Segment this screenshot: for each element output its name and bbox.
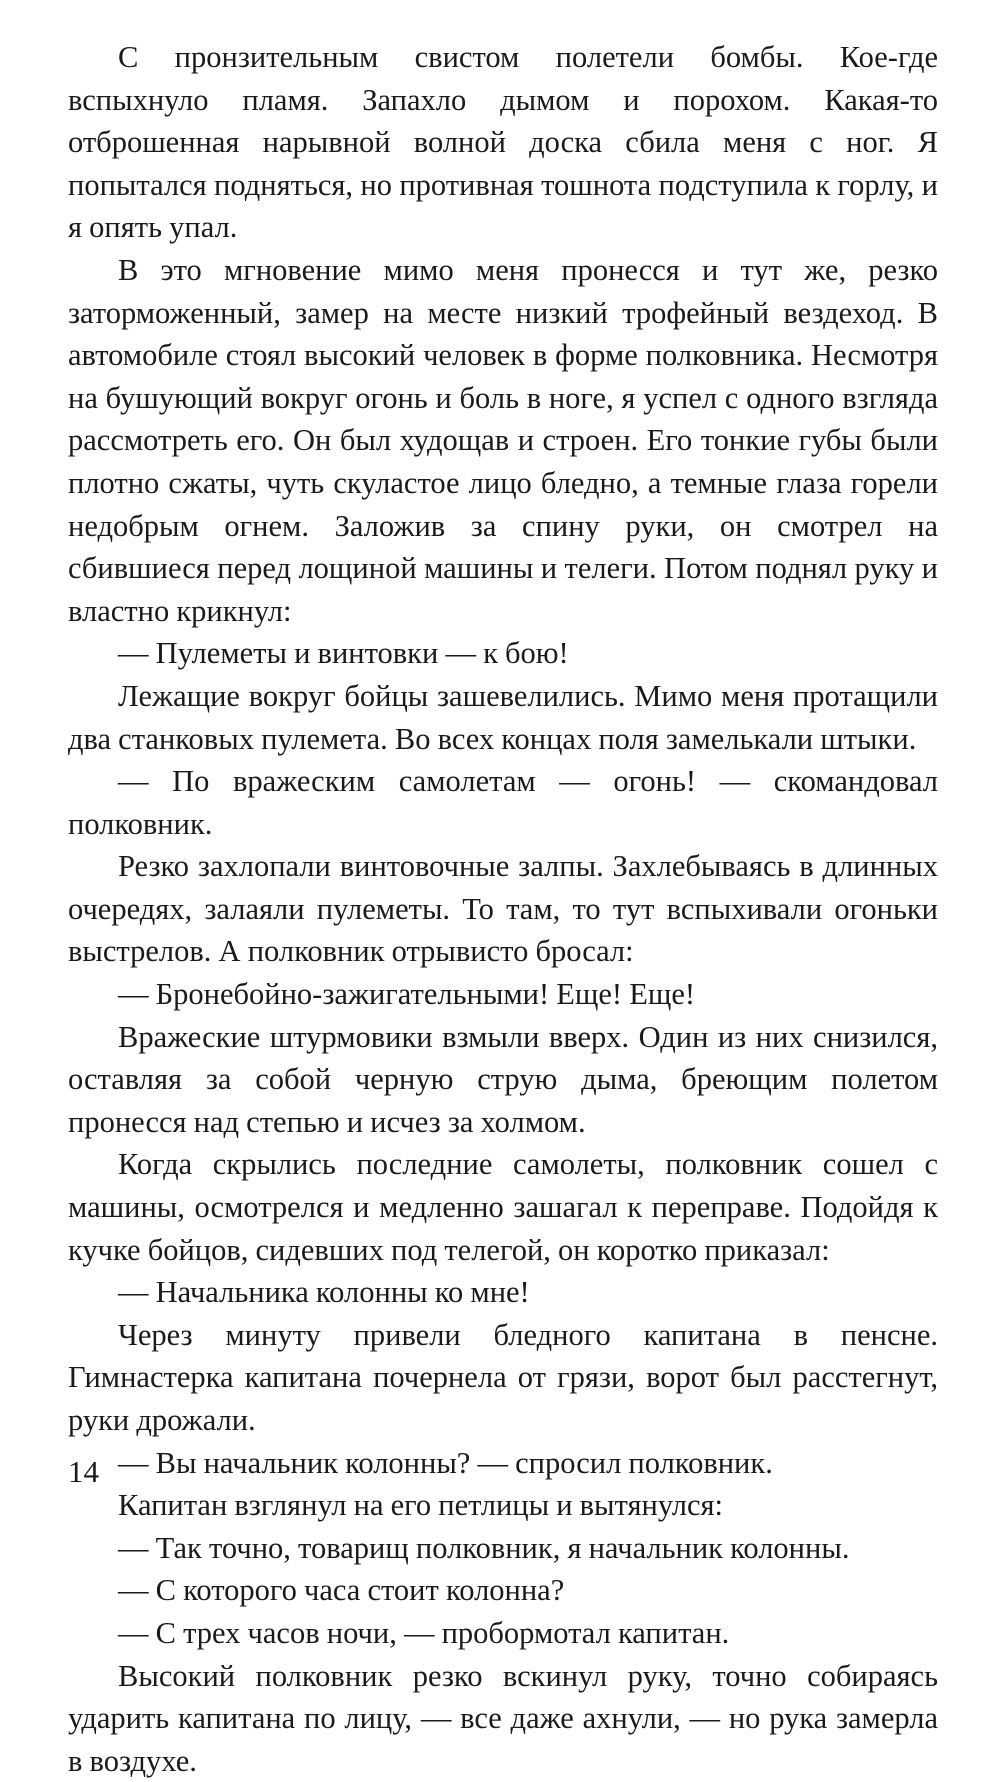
page-number: 14 — [68, 1454, 99, 1489]
paragraph: С пронзительным свистом полетели бомбы. Кое-где вспыхнуло пламя. Запахло дымом и порохом. Какая-то отброшенная нарывной волной доска сбила меня с ног. Я попытался подняться, но противная тошнота подступила к горлу, и я опять упал. — [68, 40, 938, 245]
paragraph: Вражеские штурмовики взмыли вверх. Один из них снизился, оставляя за собой черную струю дыма, бреющим полетом пронесся над степью и исчез за холмом. — [68, 1019, 938, 1139]
paragraph: Резко захлопали винтовочные залпы. Захлебываясь в длинных очередях, залаяли пулеметы. То там, то тут вспыхивали огоньки выстрелов. А полковник отрывисто бросал: — [68, 849, 938, 969]
paragraph: Через минуту привели бледного капитана в пенсне. Гимнастерка капитана почернела от грязи, ворот был расстегнут, руки дрожали. — [68, 1317, 938, 1437]
dialogue-line: — Вы начальник колонны? — спросил полковник. — [118, 1445, 773, 1480]
book-page — [68, 36, 938, 1778]
dialogue-line: — С трех часов ночи, — пробормотал капитан. — [118, 1615, 730, 1650]
paragraph: Высокий полковник резко вскинул руку, точно собираясь ударить капитана по лицу, — все даже ахнули, — но рука замерла в воздухе. — [68, 1658, 938, 1778]
dialogue-line: — Пулеметы и винтовки — к бою! — [118, 636, 569, 671]
dialogue-line: — Так точно, товарищ полковник, я начальник колонны. — [118, 1530, 850, 1565]
paragraph: Когда скрылись последние самолеты, полковник сошел с машины, осмотрелся и медленно зашагал к переправе. Подойдя к кучке бойцов, сидевших под телегой, он коротко приказал: — [68, 1147, 938, 1267]
dialogue-line: — Начальника колонны ко мне! — [118, 1275, 530, 1310]
dialogue-line: — По вражеским самолетам — огонь! — скомандовал полковник. — [68, 764, 938, 841]
dialogue-line: — Бронебойно-зажигательными! Еще! Еще! — [118, 977, 696, 1012]
paragraph: Капитан взглянул на его петлицы и вытянулся: — [118, 1488, 723, 1523]
paragraph: Лежащие вокруг бойцы зашевелились. Мимо меня протащили два станковых пулемета. Во всех концах поля замелькали штыки. — [68, 678, 938, 756]
dialogue-line: — С которого часа стоит колонна? — [118, 1573, 565, 1608]
paragraph: В это мгновение мимо меня пронесся и тут же, резко заторможенный, замер на месте низкий трофейный вездеход. В автомобиле стоял высокий человек в форме полковника. Несмотря на бушующий вокруг огонь и боль в ноге, я успел с одного взгляда рассмотреть его. Он был худощав и строен. Его тонкие губы были плотно сжаты, чуть скуластое лицо бледно, а темные глаза горели недобрым огнем. Заложив за спину руки, он смотрел на сбившиеся перед лощиной машины и телеги. Потом поднял руку и властно крикнул: — [68, 252, 938, 628]
